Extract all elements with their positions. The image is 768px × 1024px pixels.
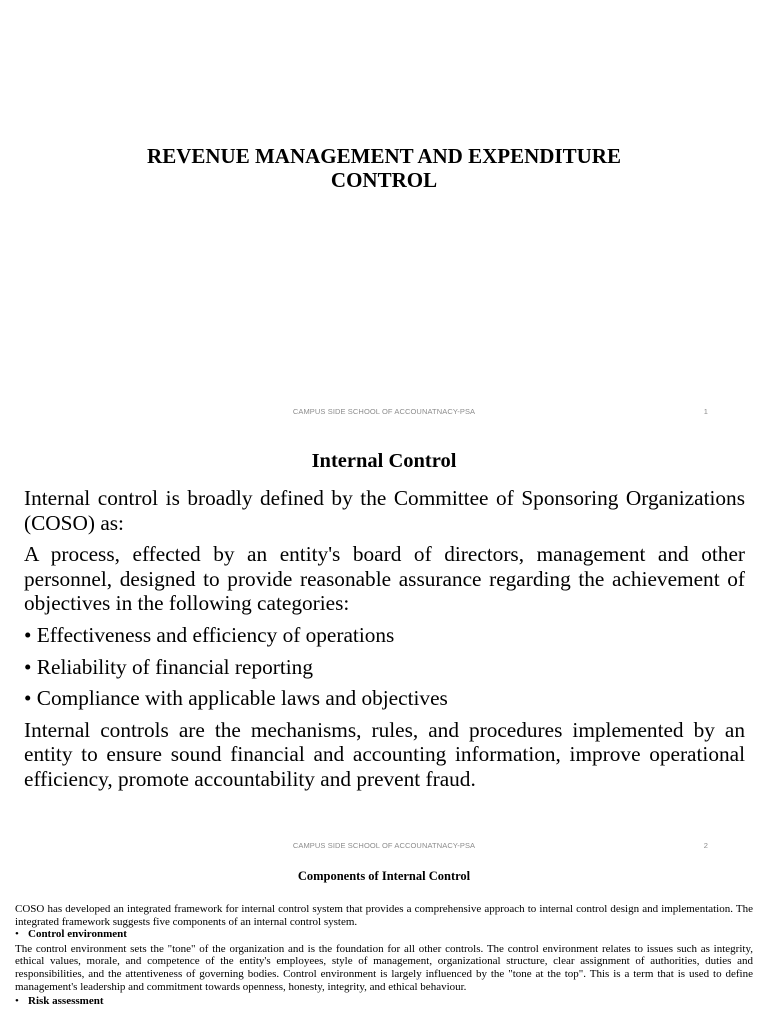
slide-3-title: Components of Internal Control	[297, 869, 471, 883]
paragraph-coso-definition: Internal control is broadly defined by the Committee of Sponsoring Organizations (COSO) as:	[24, 486, 745, 535]
heading-text: Control environment	[28, 928, 127, 941]
slide-1-footer: CAMPUS SIDE SCHOOL OF ACCOUNATNACY-PSA	[292, 407, 476, 416]
bullet-item: • Reliability of financial reporting	[24, 654, 313, 679]
slide-1	[0, 0, 768, 432]
slide-2-title: Internal Control	[311, 450, 457, 472]
slide-3	[0, 864, 768, 1024]
heading-control-environment	[15, 928, 753, 941]
slide-2-page-number: 2	[703, 841, 708, 850]
title-line-1: REVENUE MANAGEMENT AND EXPENDITURE	[147, 144, 621, 168]
slide-1-title	[80, 144, 688, 192]
heading-text: Risk assessment	[28, 995, 104, 1008]
title-line-2: CONTROL	[330, 168, 438, 192]
slide-2	[0, 432, 768, 864]
bullet-item: • Compliance with applicable laws and objectives	[24, 686, 448, 711]
slide-2-footer: CAMPUS SIDE SCHOOL OF ACCOUNATNACY-PSA	[292, 841, 476, 850]
heading-risk-assessment	[15, 995, 753, 1008]
paragraph-control-environment: The control environment sets the "tone" of the organization and is the foundation for all other controls. The control environment relates to issues such as integrity, ethical values, morale, and competence of the entity's employees, style of management, organizational structure, clear assignment of authorities, duties and responsibilities, and the attentiveness of governing bodies. Control environment is largely influenced by the "tone at the top". This is a term that is used to define management's leadership and commitment towards openness, honesty, integrity, and ethical behaviour.	[15, 942, 753, 993]
paragraph-coso-framework: COSO has developed an integrated framework for internal control system that provides a comprehensive approach to internal control design and implementation. The integrated framework suggests five components of an internal control system.	[15, 903, 753, 928]
slide-3-body	[15, 903, 753, 1008]
bullet-marker: •	[15, 995, 19, 1008]
paragraph-internal-controls: Internal controls are the mechanisms, rules, and procedures implemented by an entity to ensure sound financial and accounting information, improve operational efficiency, promote accountability and prevent fraud.	[24, 717, 745, 791]
bullet-item: • Effectiveness and efficiency of operations	[24, 622, 395, 647]
bullet-marker: •	[15, 928, 19, 941]
slide-1-page-number: 1	[703, 407, 708, 416]
slide-2-body	[24, 486, 745, 799]
paragraph-process: A process, effected by an entity's board of directors, management and other personnel, designed to provide reasonable assurance regarding the achievement of objectives in the following categories:	[24, 542, 745, 616]
